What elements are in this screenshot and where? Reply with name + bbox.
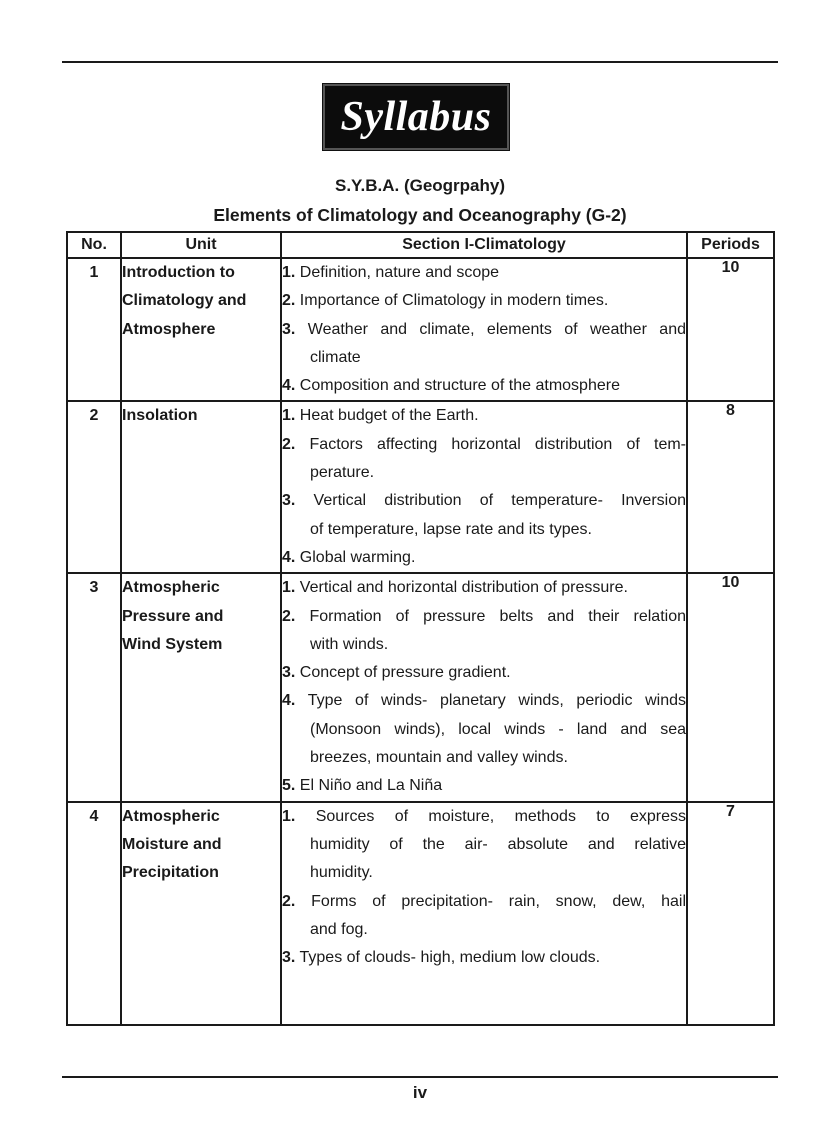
unit-number: 2	[67, 401, 121, 573]
topic-item: 1. Vertical and horizontal distribution of pressure.	[282, 579, 628, 597]
table-row	[67, 401, 774, 573]
topic-item: 3. Types of clouds- high, medium low clouds.	[282, 949, 601, 967]
topic-item: 3. Concept of pressure gradient.	[282, 664, 511, 682]
banner-label: Syllabus	[340, 94, 492, 140]
unit-title-line: Atmospheric	[122, 807, 220, 825]
unit-title-line: Pressure and	[122, 607, 224, 625]
unit-title	[121, 802, 281, 1025]
periods-value: 7	[687, 802, 774, 1025]
syllabus-banner	[323, 84, 509, 150]
periods-value: 8	[687, 401, 774, 573]
topic-item: 2. Importance of Climatology in modern times.	[282, 292, 609, 310]
topics-cell	[281, 258, 687, 401]
unit-title	[121, 401, 281, 573]
column-header-section: Section I-Climatology	[281, 232, 687, 258]
page-number: iv	[412, 1083, 428, 1102]
topics-cell	[281, 802, 687, 1025]
paper-title: Elements of Climatology and Oceanography (G-2)	[213, 205, 627, 225]
unit-title	[121, 258, 281, 401]
bottom-rule	[62, 1076, 778, 1078]
column-header-no: No.	[67, 232, 121, 258]
unit-number: 1	[67, 258, 121, 401]
unit-number: 3	[67, 573, 121, 801]
topic-item: 4. Composition and structure of the atmosphere	[282, 377, 620, 395]
topic-item: 4. Global warming.	[282, 548, 416, 566]
unit-title-line: Atmosphere	[122, 320, 216, 338]
topic-item: 3. Vertical distribution of temperature- Inversion of temperature, lapse rate and its types.	[282, 492, 687, 538]
topic-item: 1. Heat budget of the Earth.	[282, 407, 479, 425]
topics-cell	[281, 401, 687, 573]
column-header-unit: Unit	[121, 232, 281, 258]
syllabus-table	[66, 231, 775, 1026]
periods-value: 10	[687, 258, 774, 401]
table-header-row	[67, 232, 774, 258]
table-row	[67, 258, 774, 401]
topic-item: 1. Sources of moisture, methods to express humidity of the air- absolute and relative humidity.	[282, 807, 687, 882]
unit-title-line: Insolation	[122, 407, 198, 425]
unit-title-line: Wind System	[122, 635, 223, 653]
unit-title-line: Moisture and	[122, 835, 222, 853]
topics-cell	[281, 573, 687, 801]
table-row	[67, 573, 774, 801]
topic-item: 4. Type of winds- planetary winds, periodic winds (Monsoon winds), local winds - land and sea breezes, mountain and valley winds.	[282, 692, 687, 767]
topic-item: 1. Definition, nature and scope	[282, 264, 500, 281]
unit-number: 4	[67, 802, 121, 1025]
course-title: S.Y.B.A. (Geogrpahy)	[334, 176, 506, 195]
table-row	[67, 802, 774, 1025]
unit-title	[121, 573, 281, 801]
column-header-periods: Periods	[687, 232, 774, 258]
topic-item: 2. Formation of pressure belts and their relation with winds.	[282, 607, 686, 653]
topic-item: 5. El Niño and La Niña	[282, 777, 443, 795]
topic-item: 3. Weather and climate, elements of weather and climate	[282, 320, 686, 366]
unit-title-line: Climatology and	[122, 292, 247, 310]
unit-title-line: Atmospheric	[122, 579, 220, 597]
top-rule	[62, 61, 778, 63]
unit-title-line: Precipitation	[122, 864, 219, 882]
topic-item: 2. Forms of precipitation- rain, snow, dew, hail and fog.	[282, 892, 686, 938]
periods-value: 10	[687, 573, 774, 801]
topic-item: 2. Factors affecting horizontal distribution of tem- perature.	[282, 435, 686, 482]
unit-title-line: Introduction to	[122, 264, 235, 281]
